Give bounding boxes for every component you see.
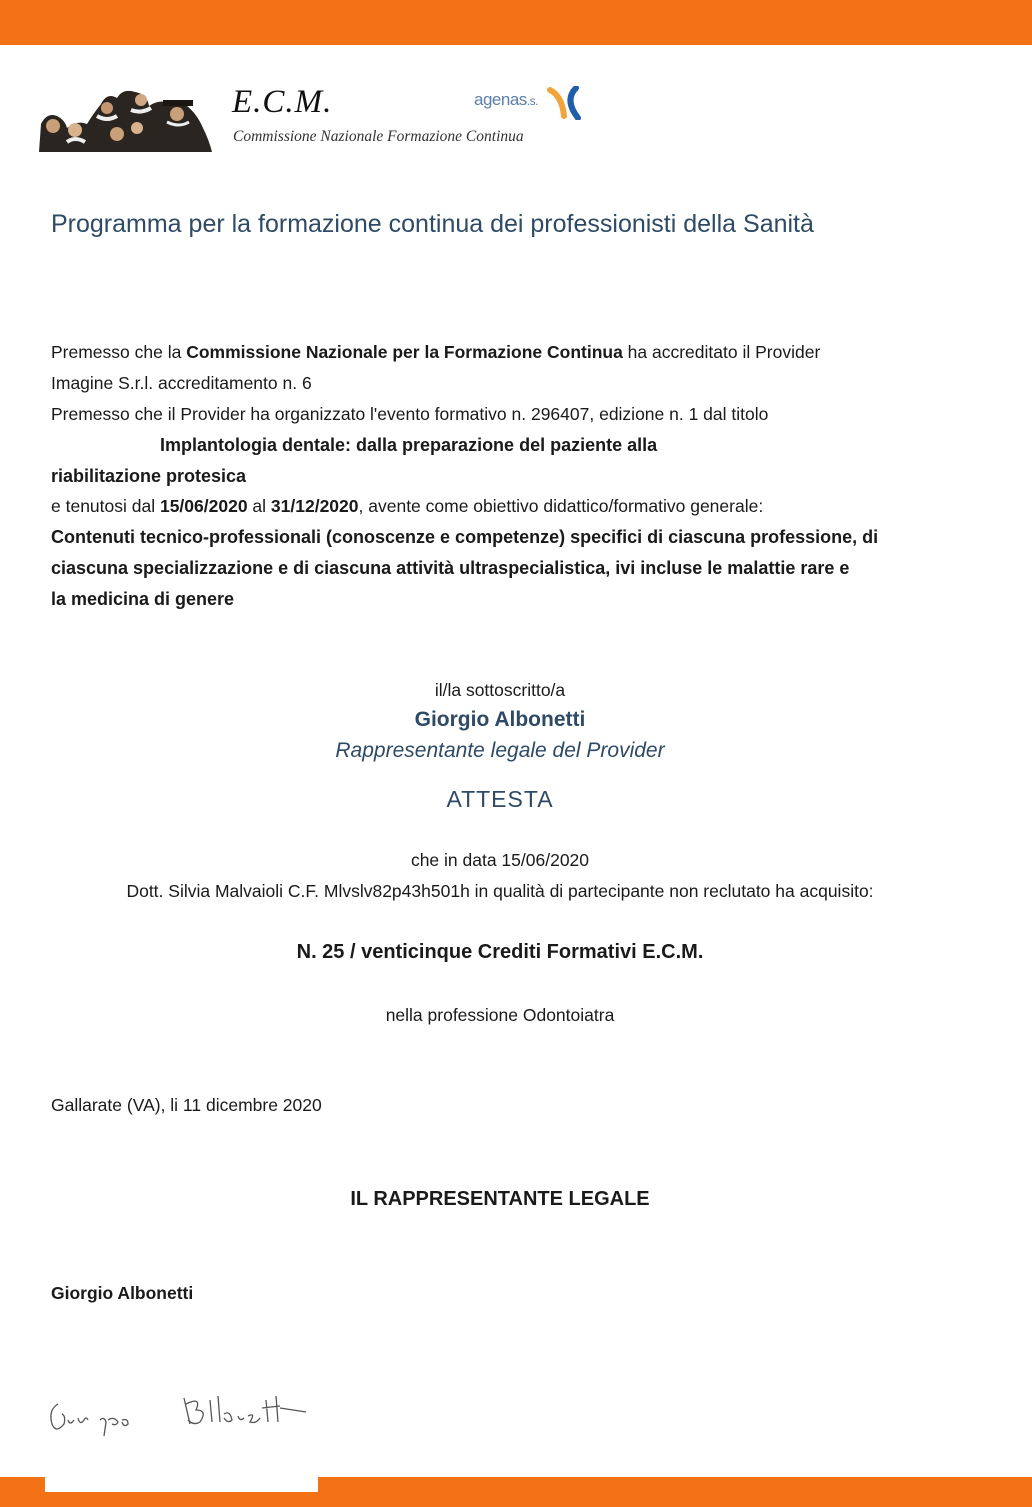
profession-line: nella professione Odontoiatra bbox=[385, 1005, 615, 1025]
signer-name: Giorgio Albonetti bbox=[414, 708, 586, 731]
ecm-painting-logo bbox=[37, 84, 214, 154]
program-title: Programma per la formazione continua dei professionisti della Sanità bbox=[51, 210, 814, 238]
event-title-line-2: riabilitazione protesica bbox=[51, 466, 247, 486]
attesta-heading: ATTESTA bbox=[446, 786, 554, 812]
credits-awarded: N. 25 / venticinque Crediti Formativi E.C.M. bbox=[296, 941, 704, 963]
participant-line: Dott. Silvia Malvaioli C.F. Mlvslv82p43h501h in qualità di partecipante non reclutato ha acquisito: bbox=[126, 881, 874, 901]
top-orange-bar bbox=[0, 0, 1032, 45]
objective-line: la medicina di genere bbox=[51, 589, 235, 609]
signer-name-footer: Giorgio Albonetti bbox=[51, 1283, 194, 1303]
undersigned-label: il/la sottoscritto/a bbox=[434, 680, 566, 700]
agenas-wordmark: agenas.s. bbox=[474, 90, 538, 109]
objective bbox=[51, 522, 878, 615]
dates-line: e tenutosi dal 15/06/2020 al 31/12/2020, avente come obiettivo didattico/formativo generale: bbox=[51, 496, 764, 516]
premise-line-1: Premesso che la Commissione Nazionale per la Formazione Continua ha accreditato il Provider bbox=[51, 342, 821, 362]
handwritten-signature bbox=[44, 1390, 324, 1445]
event-title-line-1: Implantologia dentale: dalla preparazione del paziente alla bbox=[160, 435, 658, 455]
signature-overlay-notch bbox=[45, 1477, 318, 1492]
ecm-title: E.C.M. bbox=[232, 84, 333, 120]
place-date: Gallarate (VA), li 11 dicembre 2020 bbox=[51, 1095, 322, 1115]
objective-line: ciascuna specializzazione e di ciascuna attività ultraspecialistica, ivi incluse le malattie rare e bbox=[51, 558, 850, 578]
signer-role: Rappresentante legale del Provider bbox=[335, 739, 665, 762]
attestation-date: che in data 15/06/2020 bbox=[410, 850, 590, 870]
legal-rep-heading: IL RAPPRESENTANTE LEGALE bbox=[350, 1188, 650, 1210]
objective-line: Contenuti tecnico-professionali (conoscenze e competenze) specifici di ciascuna professione, di bbox=[51, 527, 879, 547]
agenas-mark-icon bbox=[546, 86, 582, 120]
premise-line-2: Premesso che il Provider ha organizzato l'evento formativo n. 296407, edizione n. 1 dal titolo bbox=[51, 404, 769, 424]
provider-line: Imagine S.r.l. accreditamento n. 6 bbox=[51, 373, 312, 393]
ecm-subtitle: Commissione Nazionale Formazione Continua bbox=[233, 128, 524, 145]
agenas-logo bbox=[474, 86, 584, 120]
